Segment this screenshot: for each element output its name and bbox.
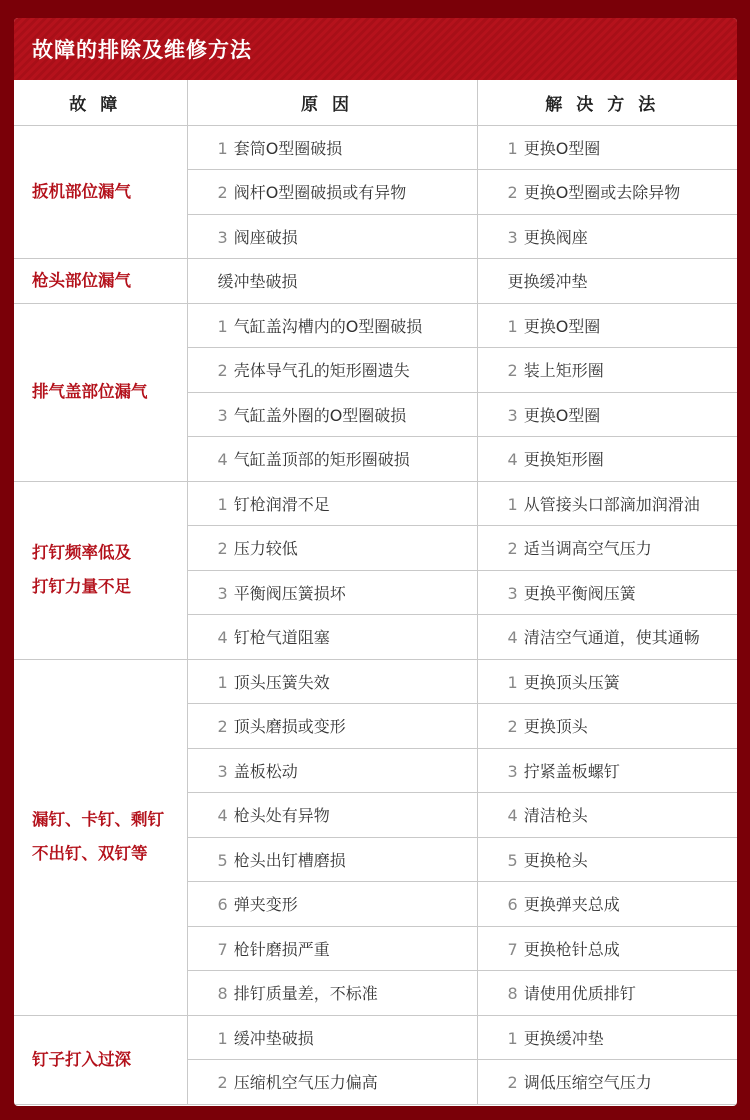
solution-cell xyxy=(477,348,737,393)
table-row xyxy=(14,481,737,526)
cause-cell xyxy=(187,348,477,393)
title-bar xyxy=(14,18,737,80)
item-number: 2 xyxy=(507,717,518,737)
item-number: 1 xyxy=(217,1028,228,1048)
item-number: 1 xyxy=(217,494,228,514)
fault-cell xyxy=(14,259,187,304)
solution-text: 更换顶头 xyxy=(523,717,588,737)
item-number: 5 xyxy=(507,850,518,870)
fault-cell xyxy=(14,1015,187,1104)
solution-cell xyxy=(477,1060,737,1105)
solution-text: 请使用优质排钉 xyxy=(523,984,636,1004)
fault-label: 不出钉、双钉等 xyxy=(32,844,148,863)
cause-cell xyxy=(187,704,477,749)
cause-cell xyxy=(187,570,477,615)
solution-cell xyxy=(477,837,737,882)
troubleshooting-panel xyxy=(14,18,737,1106)
item-number: 1 xyxy=(217,138,228,158)
solution-text: 清洁空气通道，使其通畅 xyxy=(523,628,700,648)
item-number: 1 xyxy=(217,672,228,692)
solution-text: 装上矩形圈 xyxy=(523,361,604,381)
solution-text: 拧紧盖板螺钉 xyxy=(523,761,620,781)
solution-cell xyxy=(477,481,737,526)
solution-text: 从管接头口部滴加润滑油 xyxy=(523,494,700,514)
item-number: 1 xyxy=(217,316,228,336)
solution-text: 更换平衡阀压簧 xyxy=(523,583,636,603)
item-number: 4 xyxy=(507,806,518,826)
solution-text: 清洁枪头 xyxy=(523,806,588,826)
cause-cell xyxy=(187,125,477,170)
table-row xyxy=(14,303,737,348)
cause-text: 缓冲垫破损 xyxy=(217,272,298,292)
solution-text: 更换矩形圈 xyxy=(523,450,604,470)
cause-text: 气缸盖外圈的O型圈破损 xyxy=(233,405,407,425)
item-number: 2 xyxy=(217,1073,228,1093)
solution-text: 更换O型圈 xyxy=(523,405,601,425)
solution-cell xyxy=(477,392,737,437)
solution-text: 更换O型圈 xyxy=(523,316,601,336)
item-number: 3 xyxy=(217,227,228,247)
header-solution: 解决方法 xyxy=(477,80,737,125)
solution-cell xyxy=(477,259,737,304)
solution-text: 更换O型圈或去除异物 xyxy=(523,183,681,203)
item-number: 3 xyxy=(507,761,518,781)
fault-cell xyxy=(14,125,187,259)
cause-cell xyxy=(187,882,477,927)
solution-cell xyxy=(477,570,737,615)
item-number: 2 xyxy=(507,361,518,381)
item-number: 2 xyxy=(217,717,228,737)
page-title: 故障的排除及维修方法 xyxy=(32,38,252,62)
item-number: 1 xyxy=(507,672,518,692)
troubleshooting-table xyxy=(14,80,737,1105)
solution-cell xyxy=(477,170,737,215)
cause-cell xyxy=(187,481,477,526)
item-number: 7 xyxy=(217,939,228,959)
cause-text: 钉枪气道阻塞 xyxy=(233,628,330,648)
cause-text: 弹夹变形 xyxy=(233,895,298,915)
fault-label: 排气盖部位漏气 xyxy=(32,382,148,401)
solution-cell xyxy=(477,793,737,838)
table-body xyxy=(14,125,737,1104)
fault-label: 打钉频率低及 xyxy=(32,543,131,562)
cause-cell xyxy=(187,214,477,259)
item-number: 3 xyxy=(507,227,518,247)
item-number: 4 xyxy=(217,806,228,826)
solution-text: 更换弹夹总成 xyxy=(523,895,620,915)
cause-text: 压缩机空气压力偏高 xyxy=(233,1073,378,1093)
solution-cell xyxy=(477,615,737,660)
solution-text: 更换阀座 xyxy=(523,227,588,247)
cause-cell xyxy=(187,793,477,838)
cause-cell xyxy=(187,259,477,304)
solution-text: 更换缓冲垫 xyxy=(507,272,588,292)
item-number: 2 xyxy=(217,361,228,381)
item-number: 4 xyxy=(217,450,228,470)
solution-text: 调低压缩空气压力 xyxy=(523,1073,652,1093)
table-row xyxy=(14,125,737,170)
solution-cell xyxy=(477,125,737,170)
table-row xyxy=(14,259,737,304)
fault-label: 漏钉、卡钉、剩钉 xyxy=(32,810,164,829)
cause-text: 枪头处有异物 xyxy=(233,806,330,826)
item-number: 1 xyxy=(507,316,518,336)
item-number: 3 xyxy=(507,405,518,425)
cause-text: 阀座破损 xyxy=(233,227,298,247)
header-cause: 原因 xyxy=(187,80,477,125)
cause-text: 阀杆O型圈破损或有异物 xyxy=(233,183,407,203)
cause-cell xyxy=(187,437,477,482)
item-number: 3 xyxy=(217,761,228,781)
solution-text: 更换顶头压簧 xyxy=(523,672,620,692)
solution-cell xyxy=(477,437,737,482)
solution-text: 更换O型圈 xyxy=(523,138,601,158)
cause-text: 排钉质量差，不标准 xyxy=(233,984,378,1004)
item-number: 5 xyxy=(217,850,228,870)
item-number: 8 xyxy=(507,984,518,1004)
fault-cell xyxy=(14,659,187,1015)
item-number: 1 xyxy=(507,494,518,514)
table-row xyxy=(14,1015,737,1060)
fault-label: 枪头部位漏气 xyxy=(32,270,131,290)
solution-cell xyxy=(477,882,737,927)
item-number: 3 xyxy=(217,583,228,603)
cause-cell xyxy=(187,659,477,704)
fault-cell xyxy=(14,481,187,659)
cause-cell xyxy=(187,170,477,215)
cause-text: 缓冲垫破损 xyxy=(233,1028,314,1048)
solution-cell xyxy=(477,748,737,793)
solution-cell xyxy=(477,926,737,971)
item-number: 1 xyxy=(507,1028,518,1048)
cause-cell xyxy=(187,526,477,571)
item-number: 2 xyxy=(507,539,518,559)
cause-text: 套筒O型圈破损 xyxy=(233,138,343,158)
item-number: 2 xyxy=(507,183,518,203)
solution-text: 适当调高空气压力 xyxy=(523,539,652,559)
table-header-row xyxy=(14,80,737,125)
cause-cell xyxy=(187,615,477,660)
item-number: 4 xyxy=(507,450,518,470)
cause-cell xyxy=(187,748,477,793)
fault-cell xyxy=(14,303,187,481)
cause-text: 平衡阀压簧损坏 xyxy=(233,583,346,603)
cause-cell xyxy=(187,926,477,971)
cause-cell xyxy=(187,392,477,437)
table-row xyxy=(14,659,737,704)
cause-text: 枪头出钉槽磨损 xyxy=(233,850,346,870)
fault-label: 扳机部位漏气 xyxy=(32,181,131,201)
cause-text: 盖板松动 xyxy=(233,761,298,781)
solution-cell xyxy=(477,659,737,704)
cause-text: 顶头压簧失效 xyxy=(233,672,330,692)
solution-cell xyxy=(477,214,737,259)
solution-cell xyxy=(477,971,737,1016)
item-number: 4 xyxy=(507,628,518,648)
solution-cell xyxy=(477,1015,737,1060)
solution-text: 更换枪头 xyxy=(523,850,588,870)
item-number: 4 xyxy=(217,628,228,648)
solution-cell xyxy=(477,704,737,749)
cause-cell xyxy=(187,837,477,882)
item-number: 3 xyxy=(507,583,518,603)
solution-text: 更换枪针总成 xyxy=(523,939,620,959)
cause-text: 枪针磨损严重 xyxy=(233,939,330,959)
item-number: 6 xyxy=(507,895,518,915)
item-number: 1 xyxy=(507,138,518,158)
cause-text: 气缸盖顶部的矩形圈破损 xyxy=(233,450,410,470)
item-number: 2 xyxy=(217,539,228,559)
cause-text: 钉枪润滑不足 xyxy=(233,494,330,514)
cause-text: 气缸盖沟槽内的O型圈破损 xyxy=(233,316,423,336)
item-number: 2 xyxy=(507,1073,518,1093)
solution-text: 更换缓冲垫 xyxy=(523,1028,604,1048)
cause-text: 压力较低 xyxy=(233,539,298,559)
header-fault: 故障 xyxy=(14,80,187,125)
cause-text: 壳体导气孔的矩形圈遗失 xyxy=(233,361,410,381)
item-number: 2 xyxy=(217,183,228,203)
solution-cell xyxy=(477,303,737,348)
item-number: 7 xyxy=(507,939,518,959)
item-number: 6 xyxy=(217,895,228,915)
fault-label: 钉子打入过深 xyxy=(32,1049,131,1069)
item-number: 8 xyxy=(217,984,228,1004)
cause-cell xyxy=(187,1060,477,1105)
cause-cell xyxy=(187,1015,477,1060)
solution-cell xyxy=(477,526,737,571)
cause-cell xyxy=(187,971,477,1016)
fault-label: 打钉力量不足 xyxy=(32,577,131,596)
item-number: 3 xyxy=(217,405,228,425)
cause-cell xyxy=(187,303,477,348)
cause-text: 顶头磨损或变形 xyxy=(233,717,346,737)
